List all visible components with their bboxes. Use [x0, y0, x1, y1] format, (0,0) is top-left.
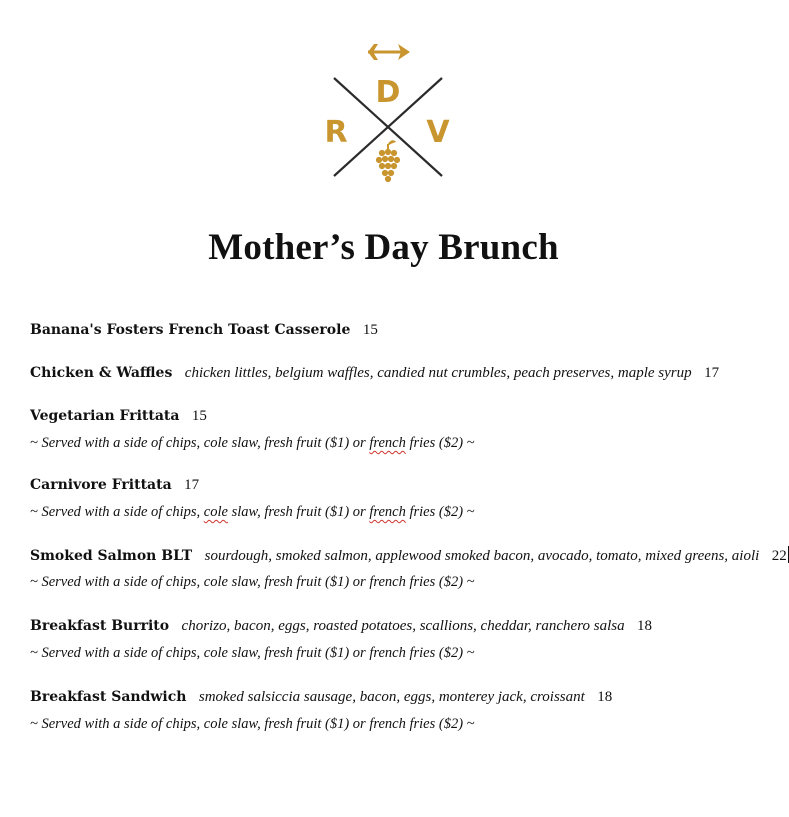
sides-note-text: ~ Served with a side of chips, [30, 504, 204, 520]
sides-note-text: french [369, 645, 406, 661]
spellcheck-word[interactable]: french [369, 435, 406, 451]
menu-item [30, 546, 789, 565]
menu-item-name: Banana's Fosters French Toast Casserole [30, 322, 351, 338]
sides-note [30, 645, 475, 662]
sides-note-text: cole [203, 716, 228, 732]
sides-note [30, 574, 475, 591]
logo-letter-r: R [324, 115, 348, 150]
menu-item [30, 477, 199, 494]
menu-item-name: Vegetarian Frittata [30, 408, 180, 424]
menu-item [30, 618, 652, 635]
sides-note-text: ~ Served with a side of chips, [30, 645, 204, 661]
menu-item-price: 18 [637, 618, 653, 634]
menu-item [30, 322, 378, 339]
logo-letter-d: D [375, 75, 401, 110]
menu-item [30, 689, 612, 706]
arrow-icon [368, 44, 410, 60]
sides-note-text: slaw, fresh fruit ($1) or [227, 645, 370, 661]
sides-note-text: slaw, fresh fruit ($1) or [227, 574, 370, 590]
sides-note-text: cole [203, 435, 228, 451]
sides-note [30, 716, 475, 733]
menu-item-name: Breakfast Burrito [30, 618, 170, 634]
menu-item-name: Smoked Salmon BLT [30, 548, 193, 564]
spellcheck-word[interactable]: french [369, 504, 406, 520]
sides-note-text: fries ($2) ~ [405, 716, 475, 732]
menu-item-description: smoked salsiccia sausage, bacon, eggs, monterey jack, croissant [198, 689, 585, 705]
menu-item-name: Breakfast Sandwich [30, 689, 187, 705]
sides-note-text: cole [203, 645, 228, 661]
sides-note-text: fries ($2) ~ [405, 574, 475, 590]
menu-item-price: 17 [184, 477, 200, 493]
menu-item-price: 17 [704, 365, 720, 381]
menu-item-description: sourdough, smoked salmon, applewood smoked bacon, avocado, tomato, mixed greens, aioli [204, 548, 760, 564]
menu-item-price: 15 [191, 408, 207, 424]
sides-note-text: slaw, fresh fruit ($1) or [227, 435, 370, 451]
sides-note-text: cole [203, 574, 228, 590]
sides-note-text: ~ Served with a side of chips, [30, 716, 204, 732]
sides-note-text: french [369, 716, 406, 732]
sides-note-text: french [369, 574, 406, 590]
sides-note-text: slaw, fresh fruit ($1) or [227, 504, 370, 520]
menu-item [30, 365, 719, 382]
sides-note-text: fries ($2) ~ [405, 645, 475, 661]
sides-note-text: fries ($2) ~ [405, 504, 475, 520]
sides-note [30, 435, 475, 452]
page-title: Mother’s Day Brunch [208, 227, 559, 268]
sides-note-text: slaw, fresh fruit ($1) or [227, 716, 370, 732]
logo-letter-v: V [426, 115, 450, 150]
rdv-logo [318, 36, 450, 200]
menu-item-price: 18 [597, 689, 613, 705]
menu-item-price: 15 [362, 322, 378, 338]
menu-item [30, 408, 207, 425]
menu-item-name: Chicken & Waffles [30, 365, 173, 381]
menu-item-description: chorizo, bacon, eggs, roasted potatoes, scallions, cheddar, ranchero salsa [181, 618, 625, 634]
spellcheck-word[interactable]: cole [203, 504, 228, 520]
menu-item-description: chicken littles, belgium waffles, candied nut crumbles, peach preserves, maple syrup [184, 365, 692, 381]
sides-note-text: ~ Served with a side of chips, [30, 435, 204, 451]
sides-note-text: ~ Served with a side of chips, [30, 574, 204, 590]
sides-note [30, 504, 475, 521]
menu-item-price: 22 [771, 548, 787, 564]
sides-note-text: fries ($2) ~ [405, 435, 475, 451]
grape-cluster-icon [376, 140, 400, 182]
menu-item-name: Carnivore Frittata [30, 477, 172, 493]
